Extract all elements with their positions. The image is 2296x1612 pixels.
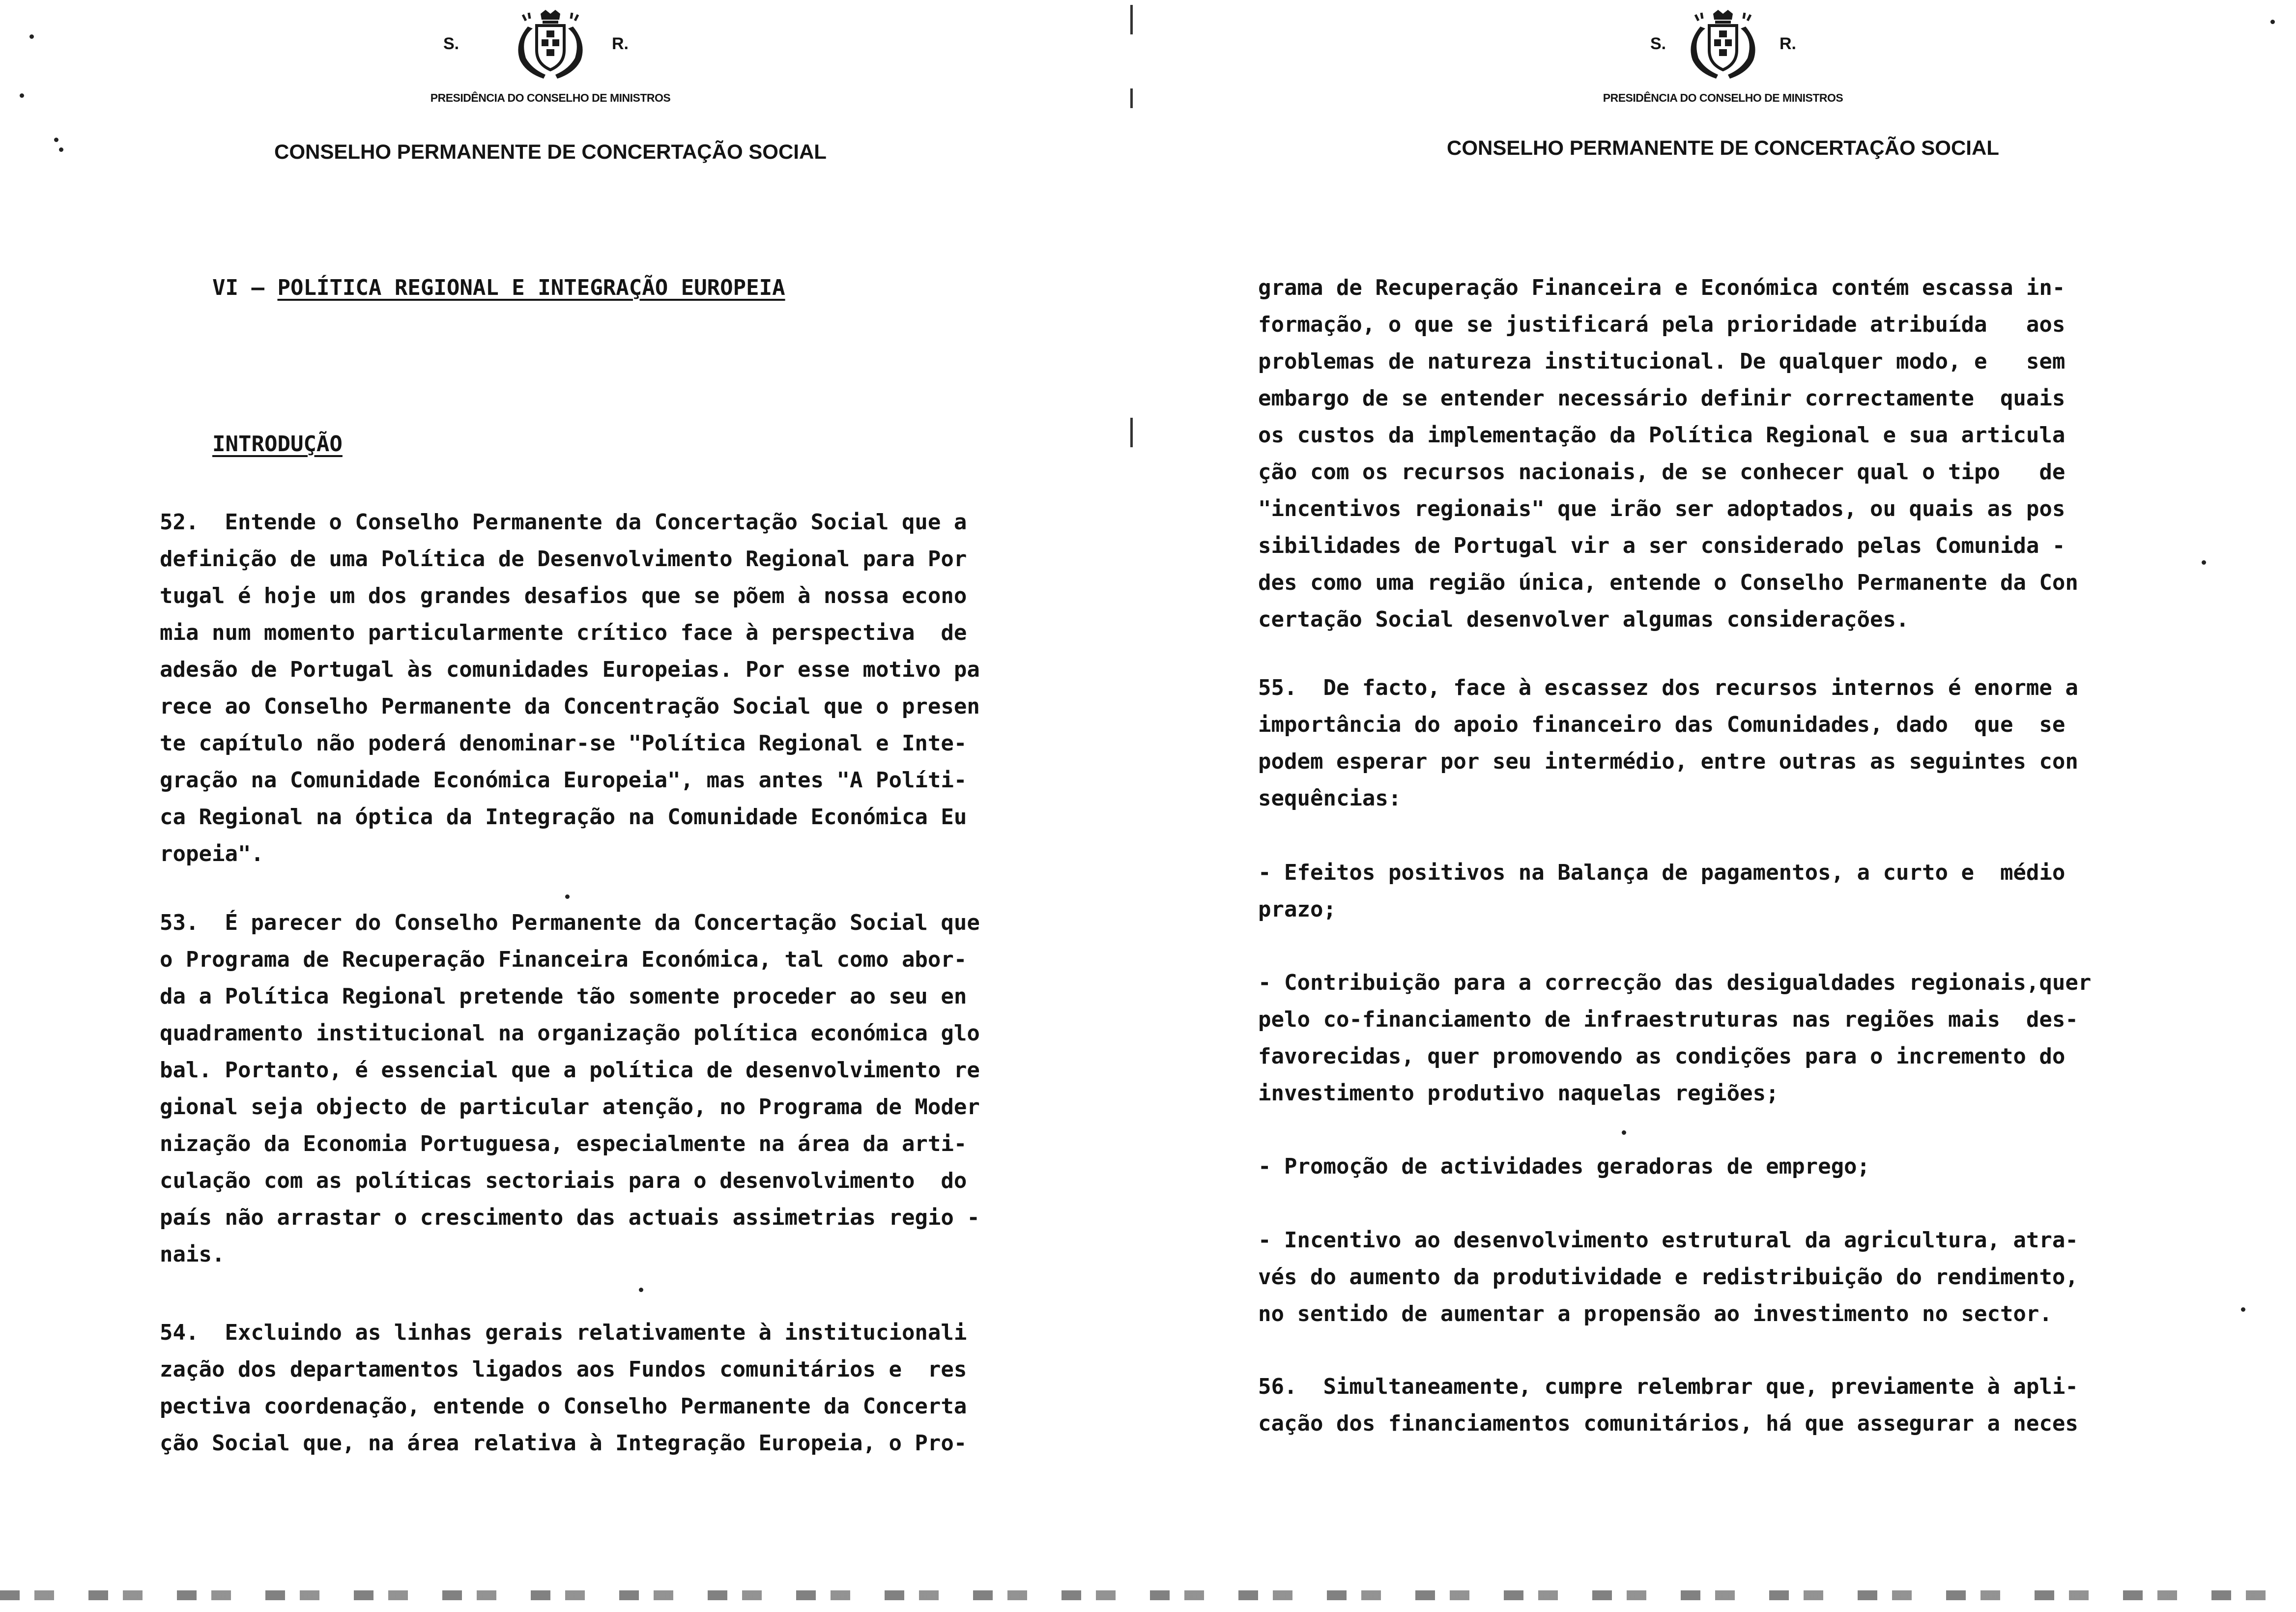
scan-speckle xyxy=(1622,1130,1626,1135)
text-line: - Promoção de actividades geradoras de emprego; xyxy=(1258,1154,1870,1179)
text-line: país não arrastar o crescimento das actuais assimetrias regio - xyxy=(160,1205,980,1230)
paragraph-56 xyxy=(1258,1368,2192,1442)
text-line: zação dos departamentos ligados aos Fundos comunitários e res xyxy=(160,1357,967,1382)
letterhead xyxy=(1354,9,2092,159)
scan-speckle xyxy=(54,138,58,142)
paragraph-52 xyxy=(160,504,1074,872)
crest-left-letter: S. xyxy=(1650,34,1666,53)
list-item-agricultura xyxy=(1258,1222,2192,1332)
text-line: 55. De facto, face à escassez dos recursos internos é enorme a xyxy=(1258,675,2078,700)
text-line: 56. Simultaneamente, cumpre relembrar que, previamente à apli- xyxy=(1258,1374,2078,1399)
text-line: da a Política Regional pretende tão somente proceder ao seu en xyxy=(160,984,967,1009)
list-item-emprego xyxy=(1258,1148,2192,1185)
crest-row xyxy=(206,9,894,83)
scan-speckle xyxy=(29,34,34,39)
text-line: - Contribuição para a correcção das desigualdades regionais,quer xyxy=(1258,970,2092,995)
crest-row xyxy=(1354,9,2092,83)
text-line: podem esperar por seu intermédio, entre outras as seguintes con xyxy=(1258,749,2078,774)
subtitle-introducao: INTRODUÇÃO xyxy=(212,432,343,457)
letterhead xyxy=(206,9,894,163)
text-line: tugal é hoje um dos grandes desafios que se põem à nossa econo xyxy=(160,583,967,608)
text-line: gional seja objecto de particular atenção, no Programa de Moder xyxy=(160,1094,980,1120)
text-line: te capítulo não poderá denominar-se "Política Regional e Inte- xyxy=(160,731,967,756)
text-line: grama de Recuperação Financeira e Económica contém escassa in- xyxy=(1258,275,2066,300)
text-line: formação, o que se justificará pela prioridade atribuída aos xyxy=(1258,312,2066,337)
text-line: investimento produtivo naquelas regiões; xyxy=(1258,1081,1779,1106)
text-line: definição de uma Política de Desenvolvimento Regional para Por xyxy=(160,547,967,572)
text-line: pelo co-financiamento de infraestruturas nas regiões mais des- xyxy=(1258,1007,2078,1032)
scan-speckle xyxy=(565,894,570,899)
right-page xyxy=(1148,0,2296,1612)
text-line: - Incentivo ao desenvolvimento estrutural da agricultura, atra- xyxy=(1258,1228,2078,1253)
text-line: ção Social que, na área relativa à Integração Europeia, o Pro- xyxy=(160,1431,967,1456)
text-line: bal. Portanto, é essencial que a política de desenvolvimento re xyxy=(160,1058,980,1083)
text-line: no sentido de aumentar a propensão ao investimento no sector. xyxy=(1258,1301,2052,1326)
scan-speckle xyxy=(2270,20,2275,24)
scan-speckle xyxy=(639,1288,643,1292)
text-line: nização da Economia Portuguesa, especialmente na área da arti- xyxy=(160,1131,967,1156)
section-number: VI xyxy=(212,275,238,300)
text-line: vés do aumento da produtividade e redistribuição do rendimento, xyxy=(1258,1265,2078,1290)
crest-right-letter: R. xyxy=(1779,34,1796,53)
fold-mark xyxy=(1130,418,1133,447)
text-line: sibilidades de Portugal vir a ser considerado pelas Comunida - xyxy=(1258,533,2066,558)
text-line: favorecidas, quer promovendo as condições para o incremento do xyxy=(1258,1044,2066,1069)
crest-left-letter: S. xyxy=(443,34,459,53)
list-item-desigualdades xyxy=(1258,964,2192,1112)
text-line: sequências: xyxy=(1258,786,1402,811)
conselho-heading: CONSELHO PERMANENTE DE CONCERTAÇÃO SOCIAL xyxy=(274,140,827,163)
text-line: mia num momento particularmente crítico face à perspectiva de xyxy=(160,620,967,645)
scan-speckle xyxy=(2241,1307,2245,1312)
section-title xyxy=(212,275,785,300)
fold-mark xyxy=(1130,5,1133,34)
text-line: adesão de Portugal às comunidades Europeias. Por esse motivo pa xyxy=(160,657,980,682)
left-page xyxy=(0,0,1130,1612)
fold-mark xyxy=(1130,88,1133,108)
scan-speckle xyxy=(59,147,63,152)
text-line: embargo de se entender necessário definir correctamente quais xyxy=(1258,386,2066,411)
conselho-heading: CONSELHO PERMANENTE DE CONCERTAÇÃO SOCIAL xyxy=(1447,136,1999,159)
text-line: ca Regional na óptica da Integração na Comunidade Económica Eu xyxy=(160,805,967,830)
text-line: 53. É parecer do Conselho Permanente da Concertação Social que xyxy=(160,910,980,935)
text-line: des como uma região única, entende o Conselho Permanente da Con xyxy=(1258,570,2078,595)
text-line: rece ao Conselho Permanente da Concentração Social que o presen xyxy=(160,694,980,719)
text-line: 54. Excluindo as linhas gerais relativamente à institucionali xyxy=(160,1320,967,1345)
text-line: - Efeitos positivos na Balança de pagamentos, a curto e médio xyxy=(1258,860,2066,885)
paragraph-54 xyxy=(160,1314,1074,1462)
text-line: problemas de natureza institucional. De qualquer modo, e sem xyxy=(1258,349,2066,374)
text-line: prazo; xyxy=(1258,897,1336,922)
text-line: "incentivos regionais" que irão ser adoptados, ou quais as pos xyxy=(1258,496,2066,521)
text-line: culação com as políticas sectoriais para o desenvolvimento do xyxy=(160,1168,967,1193)
text-line: 52. Entende o Conselho Permanente da Concertação Social que a xyxy=(160,510,967,535)
section-dash: – xyxy=(251,275,264,300)
list-item-balanca xyxy=(1258,854,2192,928)
scan-speckle xyxy=(20,93,24,98)
text-line: os custos da implementação da Política Regional e sua articula xyxy=(1258,423,2066,448)
paragraph-54-continuation xyxy=(1258,269,2192,638)
text-line: pectiva coordenação, entende o Conselho Permanente da Concerta xyxy=(160,1394,967,1419)
text-line: nais. xyxy=(160,1242,225,1267)
text-line: gração na Comunidade Económica Europeia", mas antes "A Políti- xyxy=(160,768,967,793)
text-line: ropeia". xyxy=(160,841,264,866)
text-line: quadramento institucional na organização política económica glo xyxy=(160,1021,980,1046)
scan-bottom-edge xyxy=(0,1590,2296,1600)
text-line: certação Social desenvolver algumas considerações. xyxy=(1258,607,1909,632)
paragraph-53 xyxy=(160,904,1074,1273)
crest-right-letter: R. xyxy=(612,34,629,53)
coat-of-arms-icon xyxy=(1679,9,1767,83)
presidencia-heading: PRESIDÊNCIA DO CONSELHO DE MINISTROS xyxy=(1603,91,1843,104)
text-line: cação dos financiamentos comunitários, há que assegurar a neces xyxy=(1258,1411,2078,1436)
paragraph-55 xyxy=(1258,669,2192,817)
text-line: ção com os recursos nacionais, de se conhecer qual o tipo de xyxy=(1258,460,2066,485)
scan-speckle xyxy=(2202,560,2206,565)
text-line: importância do apoio financeiro das Comunidades, dado que se xyxy=(1258,712,2066,737)
coat-of-arms-icon xyxy=(506,9,595,83)
presidencia-heading: PRESIDÊNCIA DO CONSELHO DE MINISTROS xyxy=(430,91,671,104)
section-title-text: POLÍTICA REGIONAL E INTEGRAÇÃO EUROPEIA xyxy=(277,275,785,300)
text-line: o Programa de Recuperação Financeira Económica, tal como abor- xyxy=(160,947,967,972)
